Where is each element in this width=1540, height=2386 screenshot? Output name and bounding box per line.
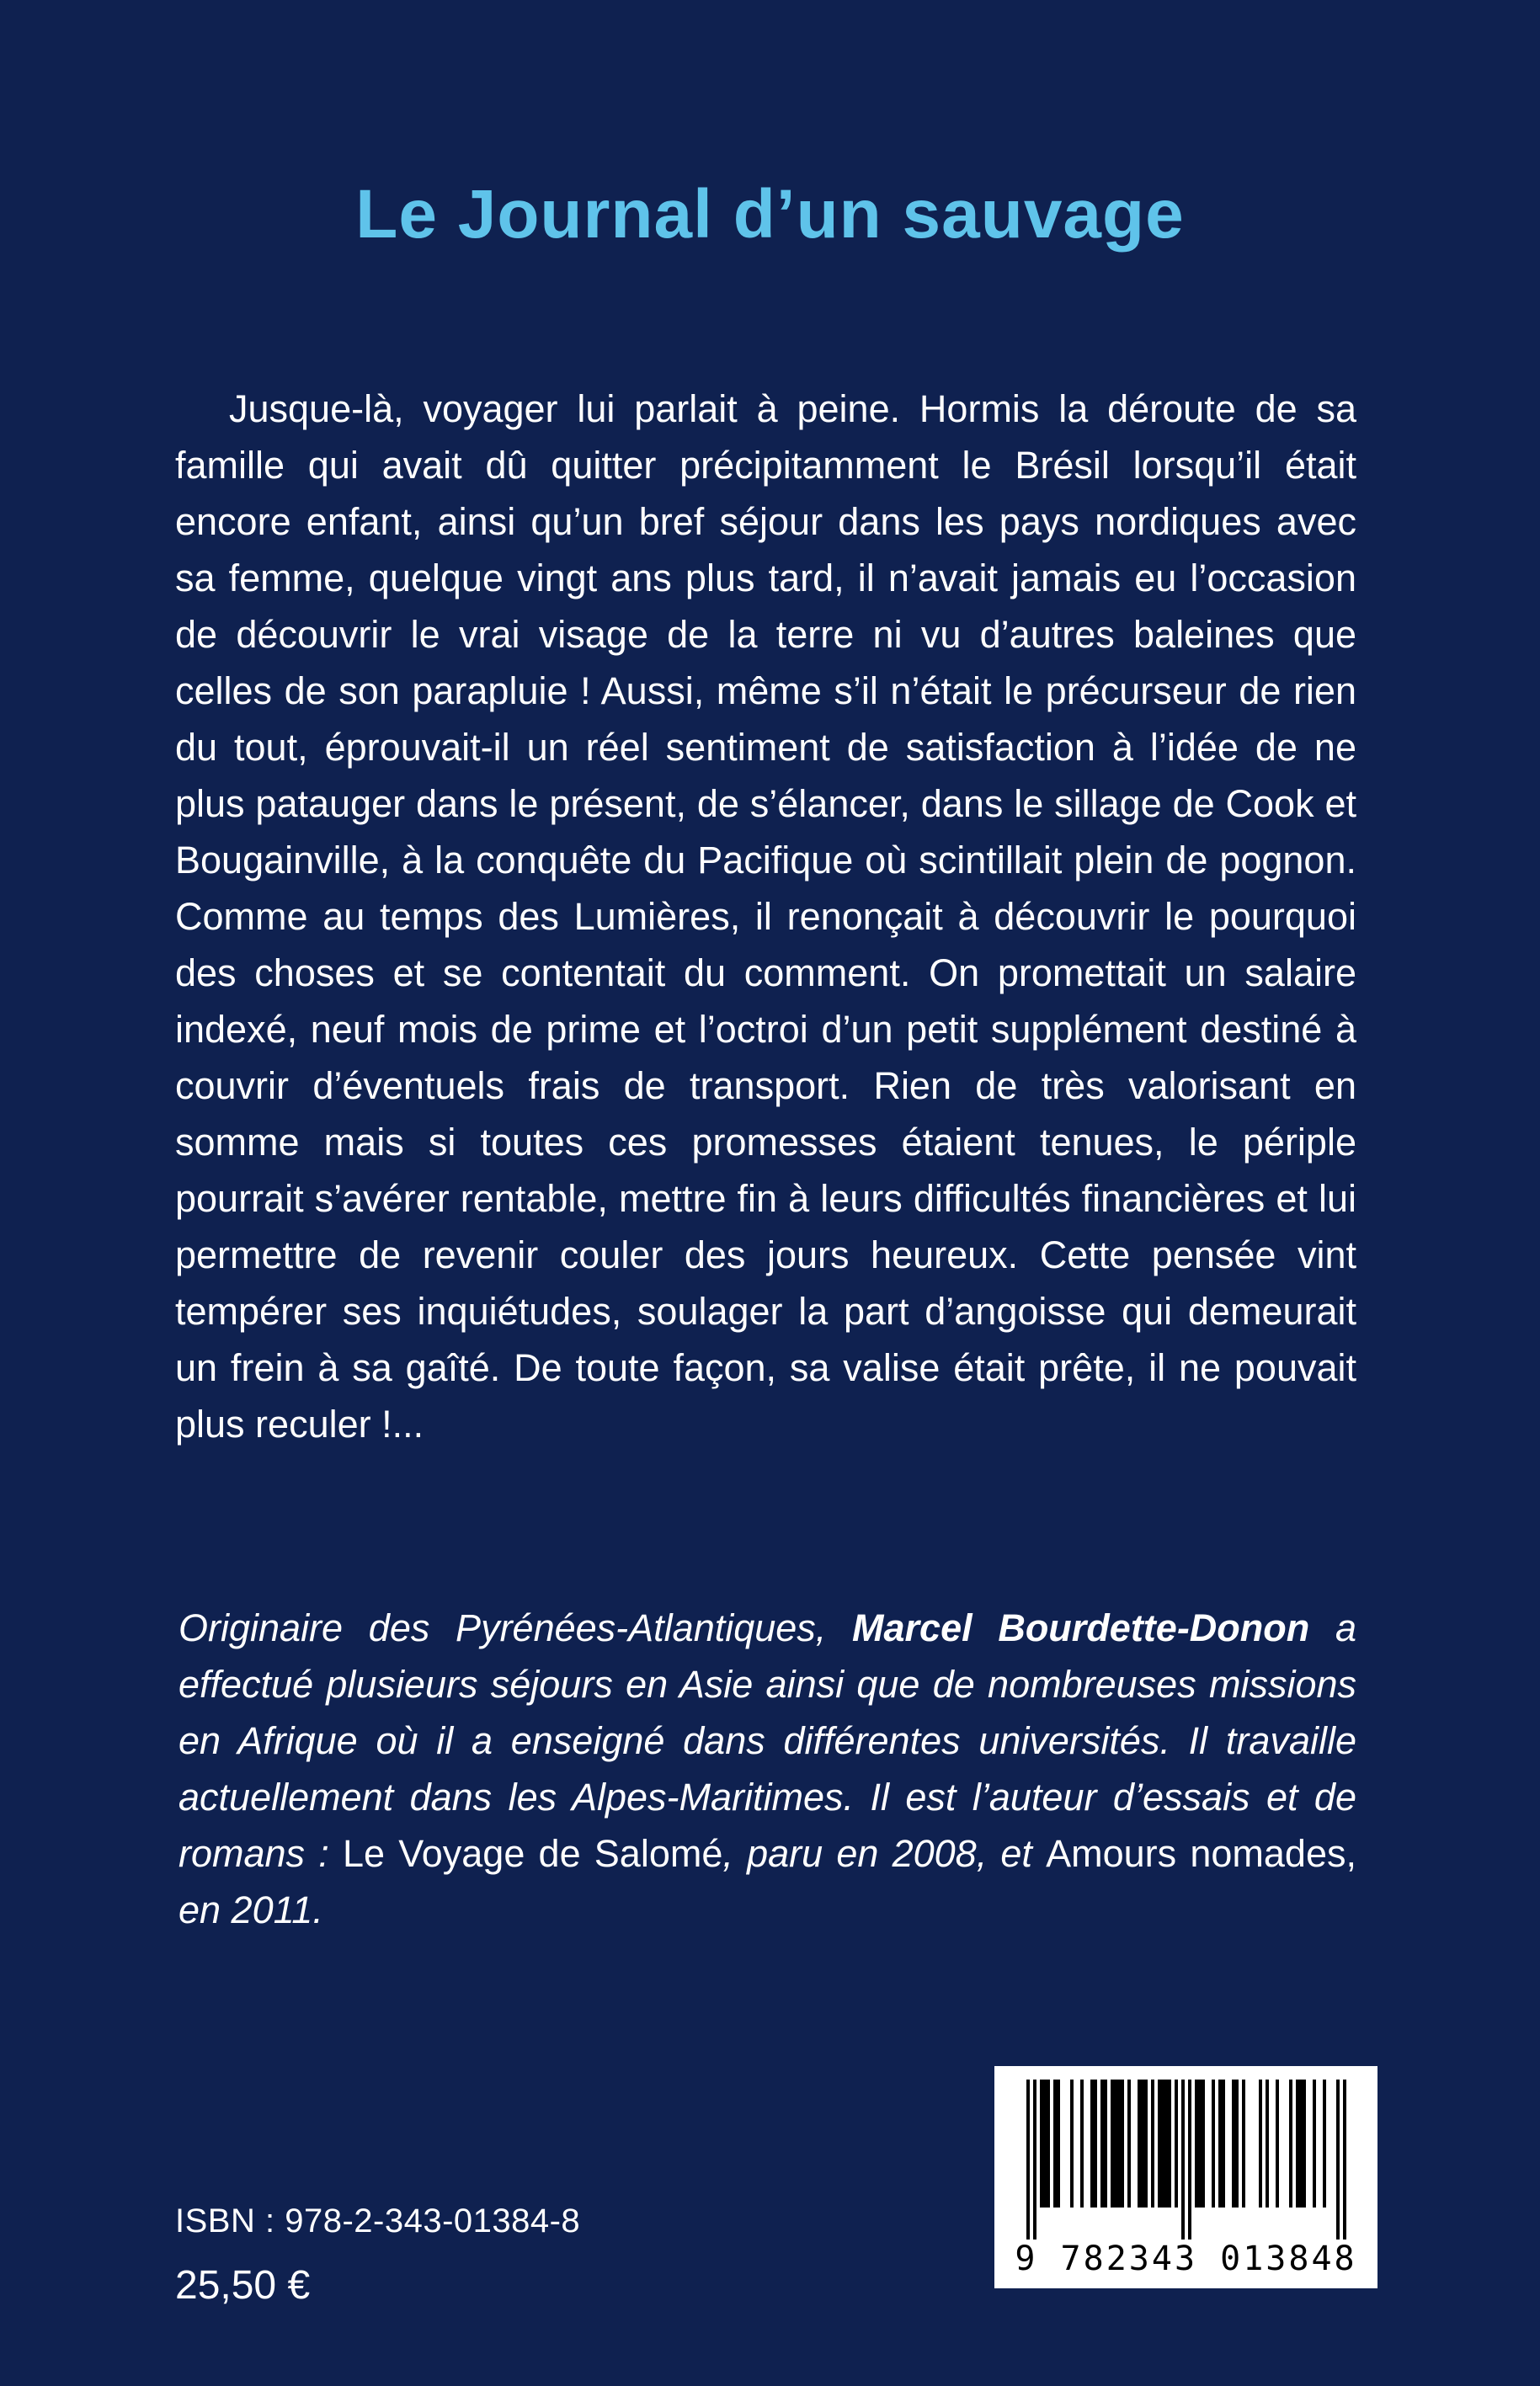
bio-end: en 2011. [179,1888,323,1931]
bio-mid2: , paru en 2008, et [722,1832,1047,1875]
barcode-module [1343,2080,1346,2240]
barcode-bars [994,2080,1377,2245]
barcode-number: 9 782343 013848 [1015,2240,1357,2278]
author-bio [179,1600,1356,1938]
footer-left [175,2202,580,2309]
bio-intro: Originaire des Pyrénées-Atlantiques, [179,1606,853,1649]
author-name: Marcel Bourdette-Donon [852,1606,1310,1649]
book-title: Le Journal d’un sauvage [355,176,1185,253]
barcode [994,2066,1377,2288]
book-title-voyage-de-salome: Le Voyage de Salomé [342,1832,723,1875]
price-text: 25,50 € [175,2263,311,2308]
bio-middle: a effectué plusieurs séjours en Asie ainsi que de nombreuses missions en Afrique où il a enseigné dans différentes universités. Il travaille actuellement dans les Alpes-Maritimes. Il est l’auteur d’essais et de romans : [179,1606,1357,1875]
isbn-text: ISBN : 978-2-343-01384-8 [175,2202,581,2240]
synopsis-text: Jusque-là, voyager lui parlait à peine. Hormis la déroute de sa famille qui avait dû quitter précipitamment le Brésil lorsqu’il était encore enfant, ainsi qu’un bref séjour dans les pays nordiques avec sa femme, quelque vingt ans plus tard, il n’avait jamais eu l’occasion de découvrir le vrai visage de la terre ni vu d’autres baleines que celles de son parapluie ! Aussi, même s’il n’était le précurseur de rien du tout, éprouvait-il un réel sentiment de satisfaction à l’idée de ne plus patauger dans le présent, de s’élancer, dans le sillage de Cook et Bougainville, à la conquête du Pacifique où scintillait plein de pognon. Comme au temps des Lumières, il renonçait à découvrir le pourquoi des choses et se contentait du comment. On promettait un salaire indexé, neuf mois de prime et l’octroi d’un petit supplément destiné à couvrir d’éventuels frais de transport. Rien de très valorisant en somme mais si toutes ces promesses étaient tenues, le périple pourrait s’avérer rentable, mettre fin à leurs difficultés financières et lui permettre de revenir couler des jours heureux. Cette pensée vint tempérer ses inquiétudes, soulager la part d’angoisse qui demeurait un frein à sa gaîté. De toute façon, sa valise était prête, il ne pouvait plus reculer !... [175,387,1356,1446]
book-title-amours-nomades: Amours nomades, [1046,1832,1356,1875]
